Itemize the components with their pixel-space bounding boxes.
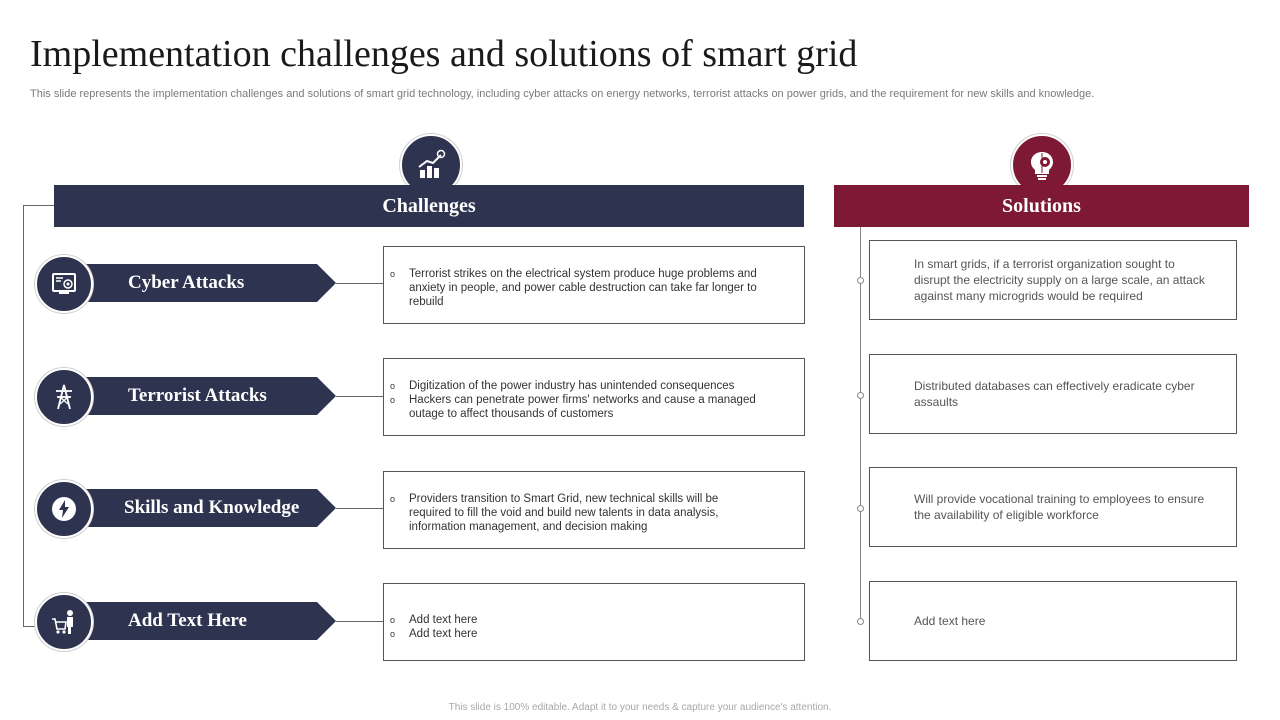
person-cart-icon [35, 593, 93, 651]
solutions-header-label: Solutions [1002, 194, 1081, 217]
timeline-dot [857, 277, 864, 284]
row-connector [336, 283, 383, 284]
row-label-skills-and-knowledge: Skills and Knowledge [124, 497, 300, 518]
row-label-cyber-attacks: Cyber Attacks [128, 272, 245, 293]
list-item [390, 613, 779, 627]
timeline-dot [857, 505, 864, 512]
page-title: Implementation challenges and solutions of smart grid [30, 33, 858, 75]
list-item [390, 267, 779, 309]
row-label-add-text-here: Add Text Here [128, 610, 247, 631]
challenge-text: Providers transition to Smart Grid, new technical skills will be required to fill the void and build new talents in data analysis, information management, and decision making [409, 493, 719, 533]
list-item [390, 627, 779, 641]
solution-text: Distributed databases can effectively eradicate cyber assaults [914, 379, 1195, 409]
challenge-box-add-text-here [383, 583, 805, 661]
bullet-marker: o [390, 615, 396, 625]
solution-box-add-text-here [869, 581, 1237, 661]
solution-text: Will provide vocational training to employees to ensure the availability of eligible workforce [914, 492, 1205, 522]
bullet-marker: o [390, 494, 396, 504]
left-bracket-line [23, 205, 24, 627]
page-subtitle: This slide represents the implementation challenges and solutions of smart grid technology, including cyber attacks on energy networks, terrorist attacks on power grids, and the requirement for new skills and knowledge. [30, 88, 1095, 100]
challenge-text: Add text here [409, 614, 478, 626]
challenge-box-terrorist-attacks [383, 358, 805, 436]
challenge-box-skills-and-knowledge [383, 471, 805, 549]
list-item [390, 393, 779, 421]
challenge-text: Add text here [409, 628, 478, 640]
challenges-header-label: Challenges [382, 194, 476, 217]
challenge-text: Digitization of the power industry has unintended consequences [409, 380, 735, 392]
row-connector [336, 508, 383, 509]
solutions-header [834, 185, 1249, 227]
row-connector [336, 396, 383, 397]
bullet-marker: o [390, 395, 396, 405]
solution-box-skills-and-knowledge [869, 467, 1237, 547]
footer-note: This slide is 100% editable. Adapt it to your needs & capture your audience's attention. [448, 702, 832, 713]
row-label-terrorist-attacks: Terrorist Attacks [128, 385, 267, 406]
solution-text: In smart grids, if a terrorist organization sought to disrupt the electricity supply on a large scale, an attack against many microgrids would be required [914, 257, 1205, 303]
solution-text: Add text here [914, 614, 986, 628]
challenges-header [54, 185, 804, 227]
row-connector [336, 621, 383, 622]
lightning-bolt-icon [35, 480, 93, 538]
left-bracket-top [23, 205, 54, 206]
list-item [390, 379, 779, 393]
solutions-timeline-line [860, 227, 861, 623]
bullet-marker: o [390, 629, 396, 639]
challenge-text: Hackers can penetrate power firms' networks and cause a managed outage to affect thousands of customers [409, 394, 756, 420]
timeline-dot [857, 392, 864, 399]
solution-box-terrorist-attacks [869, 354, 1237, 434]
challenge-text: Terrorist strikes on the electrical system produce huge problems and anxiety in people, and power cable destruction can take far longer to rebuild [409, 268, 757, 308]
timeline-dot [857, 618, 864, 625]
bullet-marker: o [390, 269, 396, 279]
power-tower-icon [35, 368, 93, 426]
list-item [390, 492, 729, 534]
solution-box-cyber-attacks [869, 240, 1237, 320]
cyber-monitor-icon [35, 255, 93, 313]
bullet-marker: o [390, 381, 396, 391]
challenge-box-cyber-attacks [383, 246, 805, 324]
